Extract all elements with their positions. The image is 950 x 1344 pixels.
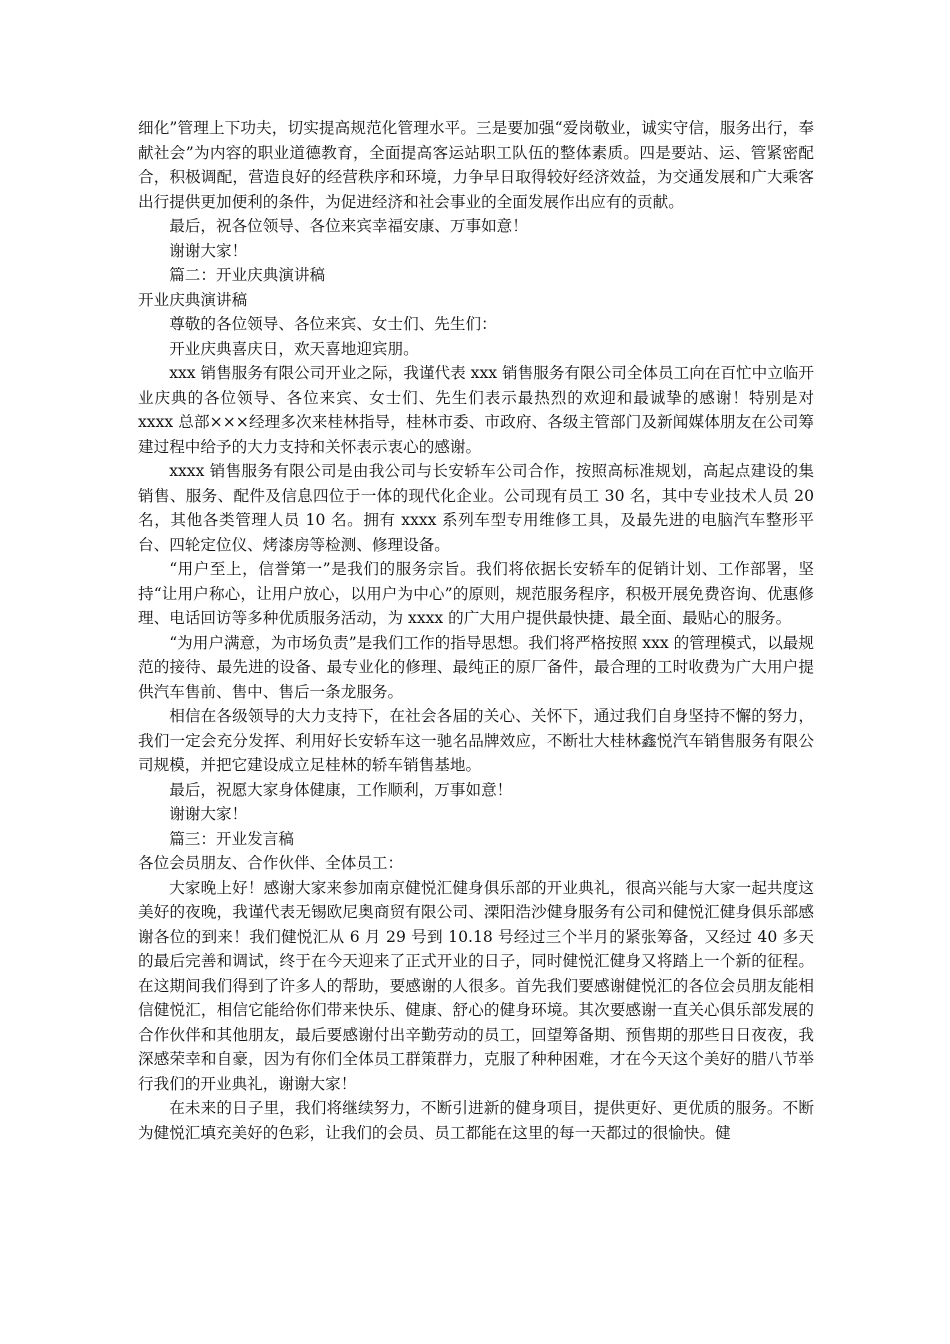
paragraph-salutation-2: 各位会员朋友、合作伙伴、全体员工：: [138, 854, 404, 872]
document-page: [138, 116, 814, 1145]
speech-title: 开业庆典演讲稿: [138, 290, 248, 309]
paragraph-future: 在未来的日子里，我们将继续努力，不断引进新的健身项目，提供更好、更优质的服务。不断为健悦汇填充美好的色彩，让我们的会员、员工都能在这里的每一天都过的很愉快。健: [138, 1099, 814, 1142]
paragraph-closing-wish: 最后，祝各位领导、各位来宾幸福安康、万事如意！: [169, 217, 528, 235]
paragraph-outlook: 相信在各级领导的大力支持下，在社会各届的关心、关怀下，通过我们自身坚持不懈的努力，我们一定会充分发挥、利用好长安轿车这一驰名品牌效应，不断壮大桂林鑫悦汽车销售服务有限公司规模，并把它建设成立足桂林的轿车销售基地。: [138, 707, 814, 774]
paragraph-salutation: 尊敬的各位领导、各位来宾、女士们、先生们：: [169, 315, 497, 333]
paragraph-guiding-idea: “为用户满意，为市场负责”是我们工作的指导思想。我们将严格按照 xxx 的管理模式，以最规范的接待、最先进的设备、最专业化的修理、最纯正的原厂备件，最合理的工时收费为广大用户提供汽车售前、售中、售后一条龙服务。: [138, 633, 814, 701]
paragraph-opening-speech: 大家晚上好！感谢大家来参加南京健悦汇健身俱乐部的开业典礼，很高兴能与大家一起共度这美好的夜晚，我谨代表无锡欧尼奥商贸有限公司、溧阳浩沙健身服务有公司和健悦汇健身俱乐部感谢各位的到来！我们健悦汇从 6 月 29 号到 10.18 号经过三个半月的紧张筹备，又经过 40 多天的最后完善和调试，终于在今天迎来了正式开业的日子，同时健悦汇健身又将踏上一个新的征程。在这期间我们得到了许多人的帮助，要感谢的人很多。首先我们要感谢健悦汇的各位会员朋友能相信健悦汇，相信它能给你们带来快乐、健康、舒心的健身环境。其次要感谢一直关心俱乐部发展的合作伙伴和其他朋友，最后要感谢付出辛勤劳动的员工，回望筹备期、预售期的那些日日夜夜，我深感荣幸和自豪，因为有你们全体员工群策群力，克服了种种困难，才在今天这个美好的腊八节举行我们的开业典礼，谢谢大家！: [138, 878, 814, 1093]
section-heading-part-three: 篇三：开业发言稿: [169, 829, 294, 848]
paragraph-company-intro: xxxx 销售服务有限公司是由我公司与长安轿车公司合作，按照高标准规划，高起点建设的集销售、服务、配件及信息四位于一体的现代化企业。公司现有员工 30 名，其中专业技术人员 20 名，其他各类管理人员 10 名。拥有 xxxx 系列车型专用维修工具，及最先进的电脑汽车整形平台、四轮定位仪、烤漆房等检测、修理设备。: [138, 462, 814, 554]
paragraph-final-wish: 最后，祝愿大家身体健康，工作顺利，万事如意！: [169, 780, 513, 799]
paragraph-service-tenet: “用户至上，信誉第一”是我们的服务宗旨。我们将依据长安轿车的促销计划、工作部署，坚持“让用户称心，让用户放心，以用户为中心”的原则，规范服务程序，积极开展免费咨询、优惠修理、电话回访等多种优质服务活动，为 xxxx 的广大用户提供最快捷、最全面、最贴心的服务。: [138, 560, 814, 627]
paragraph-intro-continued: 细化”管理上下功夫，切实提高规范化管理水平。三是要加强“爱岗敬业，诚实守信，服务出行，奉献社会”为内容的职业道德教育，全面提高客运站职工队伍的整体素质。四是要站、运、管紧密配合，积极调配，营造良好的经营秩序和环境，力争早日取得较好经济效益，为交通发展和广大乘客出行提供更加便利的条件，为促进经济和社会事业的全面发展作出应有的贡献。: [138, 119, 814, 211]
section-heading-part-two: 篇二：开业庆典演讲稿: [169, 266, 326, 284]
paragraph-thanks-2: 谢谢大家！: [169, 805, 248, 823]
paragraph-thanks: 谢谢大家！: [169, 241, 248, 260]
paragraph-opening-line: 开业庆典喜庆日，欢天喜地迎宾朋。: [169, 339, 419, 358]
paragraph-welcome: xxx 销售服务有限公司开业之际，我谨代表 xxx 销售服务有限公司全体员工向在百忙中立临开业庆典的各位领导、各位来宾、女士们、先生们表示最热烈的欢迎和最诚挚的感谢！特别是对 xxxx 总部×××经理多次来桂林指导，桂林市委、市政府、各级主管部门及新闻媒体朋友在公司筹建过程中给予的大力支持和关怀表示衷心的感谢。: [138, 364, 814, 456]
